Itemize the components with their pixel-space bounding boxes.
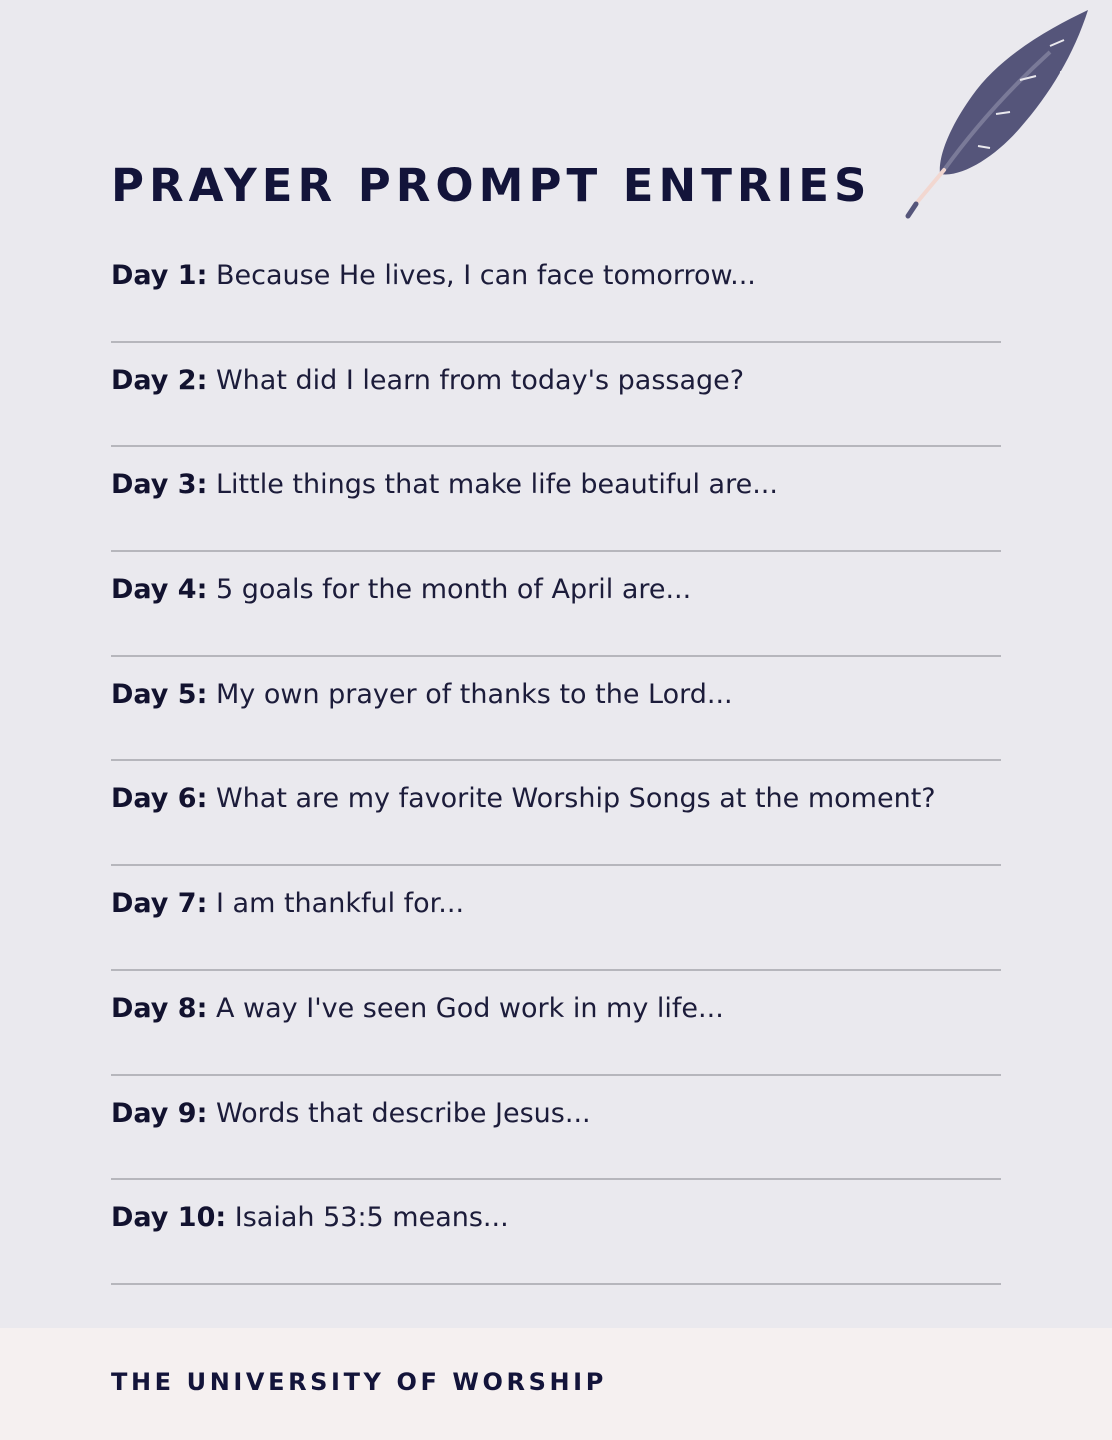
entry-prompt: 5 goals for the month of April are...: [215, 574, 692, 606]
footer: [0, 1328, 1112, 1440]
entry-row[interactable]: [111, 761, 1001, 866]
entry-label: [111, 991, 724, 1027]
footer-text: THE UNIVERSITY OF WORSHIP: [111, 1368, 607, 1396]
entry-prompt: I am thankful for...: [215, 888, 465, 920]
entry-day: Day 9:: [111, 1097, 208, 1129]
entry-label: [111, 258, 756, 294]
entry-row[interactable]: [111, 1076, 1001, 1181]
entry-row[interactable]: [111, 657, 1001, 762]
entry-day: Day 1:: [111, 260, 208, 291]
entry-day: Day 8:: [111, 992, 208, 1024]
entry-row[interactable]: [111, 447, 1001, 552]
entry-row[interactable]: [111, 1180, 1001, 1285]
entry-row[interactable]: [111, 238, 1001, 343]
entry-prompt: Because He lives, I can face tomorrow...: [215, 260, 756, 291]
entry-row[interactable]: [111, 866, 1001, 971]
quill-feather-icon: [900, 6, 1096, 222]
entry-row[interactable]: [111, 552, 1001, 657]
entry-prompt: My own prayer of thanks to the Lord...: [215, 678, 733, 710]
entries-list: [111, 238, 1001, 1285]
entry-day: Day 4:: [111, 574, 208, 606]
entry-label: [111, 886, 464, 922]
entry-label: [111, 467, 778, 503]
entry-row[interactable]: [111, 343, 1001, 448]
entry-label: [111, 677, 733, 713]
entry-day: Day 6:: [111, 783, 208, 815]
entry-prompt: A way I've seen God work in my life...: [215, 992, 724, 1024]
entry-prompt: What did I learn from today's passage?: [215, 364, 745, 396]
entry-day: Day 5:: [111, 678, 208, 710]
entry-row[interactable]: [111, 971, 1001, 1076]
page-title: PRAYER PROMPT ENTRIES: [111, 159, 872, 212]
entry-day: Day 3:: [111, 469, 208, 501]
entry-prompt: Little things that make life beautiful are...: [215, 469, 778, 501]
entry-label: [111, 572, 691, 608]
entry-label: [111, 363, 744, 399]
entry-day: Day 2:: [111, 364, 208, 396]
entry-prompt: What are my favorite Worship Songs at the moment?: [215, 783, 936, 815]
entry-label: [111, 1200, 509, 1236]
entry-day: Day 10:: [111, 1202, 227, 1234]
entry-prompt: Words that describe Jesus...: [215, 1097, 591, 1129]
entry-day: Day 7:: [111, 888, 208, 920]
entry-prompt: Isaiah 53:5 means...: [234, 1202, 509, 1234]
entry-label: [111, 781, 936, 817]
entry-label: [111, 1096, 591, 1132]
